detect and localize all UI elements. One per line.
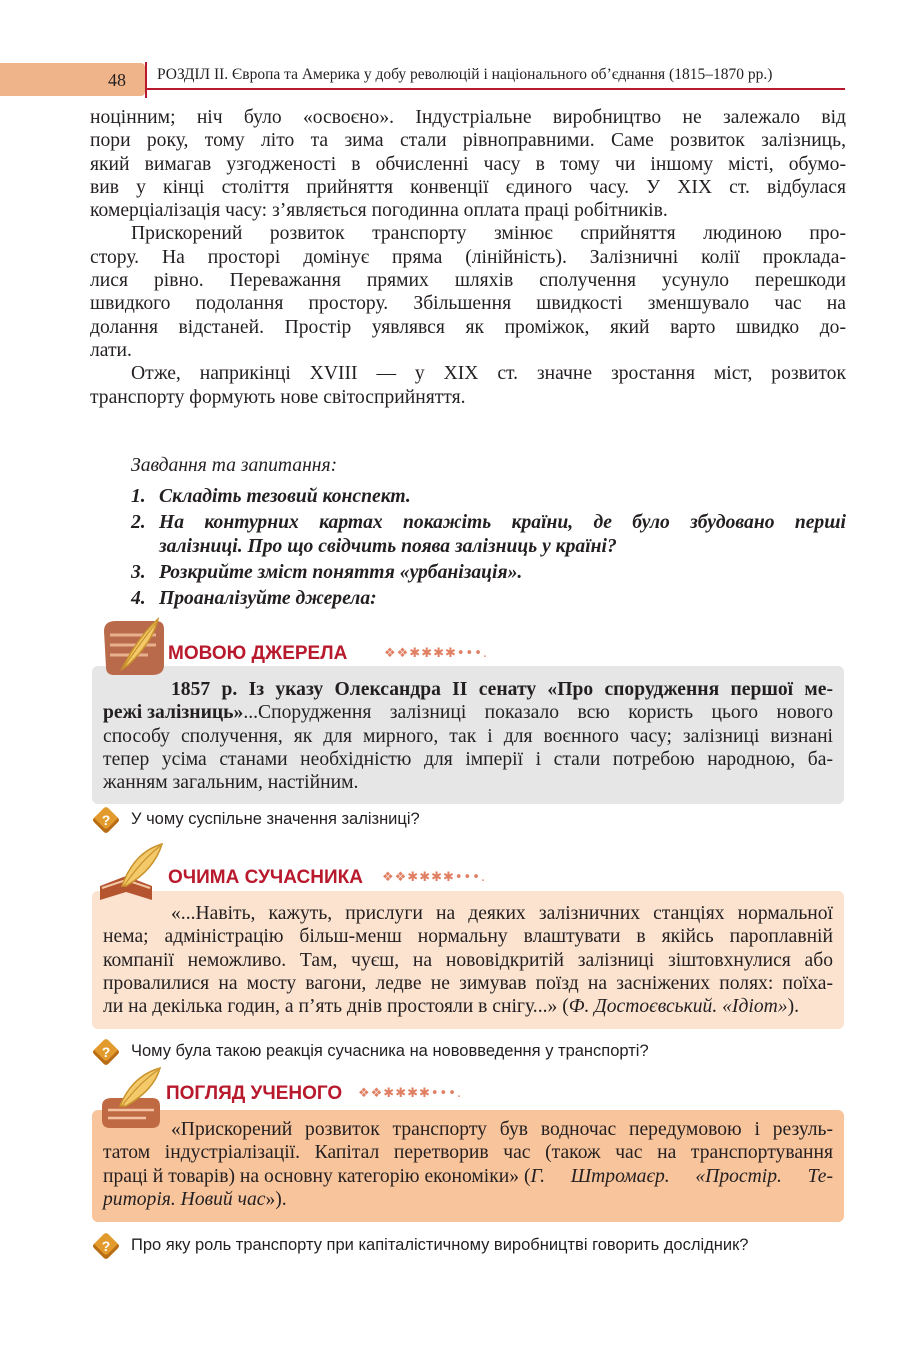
ornament: ❖❖✱✱✱✱•••. — [384, 646, 489, 661]
task-text: Проаналізуйте джерела: — [159, 588, 377, 610]
section-title: ПОГЛЯД УЧЕНОГО — [166, 1083, 343, 1104]
body-line: швидкого подолання простору. Збільшення швидкості зменшувало час на — [90, 293, 846, 315]
tasks-heading: Завдання та запитання: — [131, 455, 338, 476]
task-text: Складіть тезовий конспект. — [159, 486, 411, 507]
header-divider — [145, 62, 147, 98]
question-mark: ? — [101, 1044, 111, 1060]
task-item — [131, 511, 846, 558]
body-line: лися рівно. Переважання прямих шляхів сполучення усунуло перешкоди — [90, 270, 846, 292]
quote-line: «Прискорений розвиток транспорту був водночас передумовою і резуль- — [171, 1119, 833, 1140]
source-lead-cont: режі залізниць» — [103, 702, 244, 724]
source-line: жанням загальним, настійним. — [103, 772, 359, 794]
page-number: 48 — [108, 70, 126, 90]
citation-end: »). — [265, 1188, 287, 1210]
question-text: У чому суспільне значення залізниці? — [131, 810, 420, 828]
task-item — [131, 587, 846, 610]
quote-line: нема; адміністрацію більш-менш нормальну влаштувати в якійсь пароплавній — [103, 926, 833, 948]
quote-line: провалилися на мосту вагони, ледве не зимував поїзд на засніжених полях: поїха- — [103, 972, 833, 994]
body-line: лати. — [90, 339, 132, 361]
ornament: ❖❖✱✱✱✱•••. — [382, 870, 487, 885]
task-item — [131, 561, 846, 584]
citation: риторія. Новий час — [103, 1188, 266, 1210]
body-line: пори року, тому літо та зима стали рівноправними. Саме розвиток залізниць, — [90, 130, 846, 152]
scroll-feather-icon — [98, 617, 166, 679]
header-rule — [145, 88, 845, 90]
body-line: транспорту формують нове світосприйняття. — [90, 386, 466, 408]
body-line: який вимагав узгодженості в обчисленні часу в тому чи іншому місті, обумо- — [90, 153, 846, 175]
body-line: Отже, наприкінці XVIII — у XIX ст. значне зростання міст, розвиток — [131, 363, 846, 385]
section-title: ОЧИМА СУЧАСНИКА — [168, 867, 363, 888]
task-number: 4. — [131, 588, 146, 610]
body-line: долання відстаней. Простір уявлявся як проміжок, який варто швидко до- — [90, 316, 846, 338]
question-text: Про яку роль транспорту при капіталістичному виробництві говорить дослідник? — [131, 1236, 749, 1254]
contemporary-text — [103, 902, 833, 1018]
quote-line: компанії неможливо. Там, чуєш, на нововідкритій залізниці зіштовхнулися або — [103, 949, 833, 971]
source-line: тепер усіма станами необхідністю для імперії і стали потребою народною, ба- — [103, 748, 833, 770]
ornament: ❖❖✱✱✱✱•••. — [358, 1086, 463, 1101]
task-number: 3. — [131, 561, 146, 583]
source-line: ...Спорудження залізниці показало всю користь цього нового — [243, 702, 833, 724]
scholar-text — [103, 1118, 833, 1211]
source-lead: 1857 р. Із указу Олександра II сенату «Про спорудження першої ме- — [171, 679, 833, 700]
source-line: способу сполучення, як для мирного, так і для воєнного часу; залізниці визнані — [103, 725, 833, 747]
body-line: стору. На просторі домінує пряма (лінійність). Залізничні колії проклада- — [90, 246, 846, 268]
body-line: комерціалізація часу: з’являється погодинна оплата праці робітників. — [90, 200, 668, 222]
body-text — [90, 106, 846, 409]
body-line: Прискорений розвиток транспорту змінює сприйняття людиною про- — [131, 223, 846, 245]
source-text — [103, 678, 833, 794]
task-text: залізниці. Про що свідчить поява залізниць у країні? — [159, 535, 617, 557]
section-title: МОВОЮ ДЖЕРЕЛА — [168, 643, 348, 664]
quote-line: ли на декілька годин, а п’ять днів простояли в снігу...» ( — [103, 996, 569, 1018]
quote-line: татом індустріалізації. Капітал перетворив час (також час на транспортування — [103, 1142, 833, 1164]
task-number: 2. — [131, 512, 146, 534]
question-mark: ? — [101, 812, 111, 828]
quote-line: «...Навіть, кажуть, прислуги на деяких залізничних станціях нормальної — [171, 903, 833, 924]
citation: Ф. Достоєвський. «Ідіот» — [568, 996, 788, 1018]
quill-book-icon — [96, 842, 166, 908]
task-text: На контурних картах покажіть країни, де було збудовано перші — [159, 512, 846, 534]
quote-line: праці й товарів) на основну категорію економіки» ( — [103, 1165, 531, 1187]
question-text: Чому була такою реакція сучасника на нововведення у транспорті? — [131, 1042, 649, 1060]
task-list — [131, 485, 846, 610]
question-mark: ? — [101, 1238, 111, 1254]
citation: Г. Штромаєр. «Простір. Те- — [530, 1165, 833, 1187]
task-text: Розкрийте зміст поняття «урбанізація». — [159, 561, 523, 583]
task-number: 1. — [131, 486, 146, 507]
citation-end: ). — [787, 996, 799, 1018]
body-line: ноцінним; ніч було «освоєно». Індустріальне виробництво не залежало від — [90, 107, 846, 128]
body-line: вив у кінці століття прийняття конвенції єдиного часу. У XIX ст. відбулася — [90, 176, 846, 198]
chapter-title: РОЗДІЛ ІІ. Європа та Америка у добу революцій і національного об’єднання (1815–1870 рр.) — [157, 66, 773, 83]
task-item — [131, 485, 846, 508]
